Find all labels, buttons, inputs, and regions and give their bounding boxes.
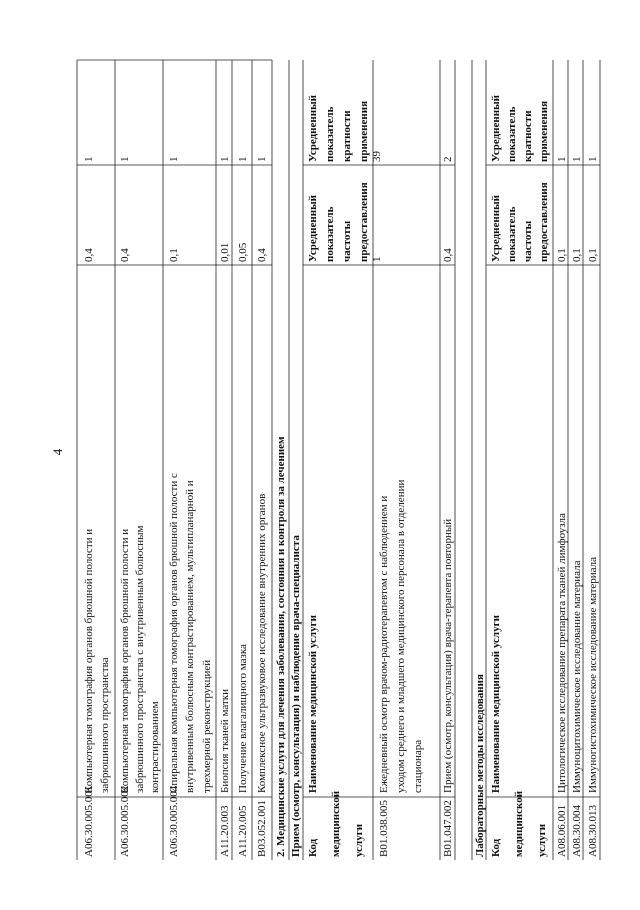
header-code: медицинской — [330, 790, 342, 857]
header-code: услуги — [536, 823, 548, 857]
table-row — [83, 157, 111, 858]
header-name: Наименование медицинской услуги — [490, 615, 502, 793]
header-multiplicity: кратности — [341, 110, 353, 162]
row-multiplicity: 39 — [371, 151, 383, 162]
row-frequency: 0,1 — [571, 248, 583, 262]
row-frequency: 0,01 — [219, 242, 231, 262]
header-multiplicity: Усредненный — [307, 94, 319, 162]
row-name-line: Иммуноцитохимическое исследование материала — [571, 560, 583, 793]
header-code: медицинской — [513, 790, 525, 857]
table-title: Прием (осмотр, консультация) и наблюдение врача-специалиста — [290, 535, 302, 857]
row-frequency: 0,4 — [83, 248, 95, 262]
header-multiplicity: показатель — [324, 106, 336, 162]
row-frequency: 0,1 — [556, 248, 568, 262]
row-name-line: Спиральная компьютерная томография органов брюшной полости с — [168, 473, 180, 793]
header-frequency: предоставления — [538, 182, 550, 262]
table-header — [490, 94, 550, 857]
row-code: A06.30.005.002 — [119, 785, 131, 857]
table-row — [237, 157, 249, 858]
table-consultations — [289, 60, 455, 860]
header-frequency: частоты — [522, 220, 534, 262]
table-row — [556, 157, 568, 858]
page-number: 4 — [50, 448, 65, 456]
row-name-line: Биопсия тканей матки — [219, 689, 231, 793]
row-name-line: Компьютерная томография органов брюшной полости и — [119, 528, 131, 793]
row-name-line: стационара — [412, 739, 424, 793]
row-code: B03.052.001 — [256, 800, 268, 857]
header-multiplicity: применения — [358, 100, 370, 162]
row-code: A11.20.003 — [219, 805, 231, 857]
header-code: Код — [490, 838, 502, 857]
table-header — [307, 94, 370, 857]
row-frequency: 0,05 — [237, 242, 249, 262]
row-multiplicity: 1 — [83, 156, 95, 162]
row-name-line: Цитологическое исследование препарата тканей лимфоузла — [556, 513, 568, 793]
row-multiplicity: 1 — [219, 156, 231, 162]
table-title: Лабораторные методы исследования — [474, 674, 486, 857]
row-name-line: Ежедневный осмотр врачом-радиотерапевтом с наблюдением и — [378, 495, 390, 793]
row-frequency: 0,4 — [119, 248, 131, 262]
header-frequency: Усредненный — [490, 194, 502, 262]
row-multiplicity: 1 — [256, 156, 268, 162]
row-name-line: трехмерной реконструкцией — [201, 659, 213, 793]
header-frequency: показатель — [506, 206, 518, 262]
section-title: 2. Медицинские услуги для лечения заболевания, состояния и контроля за лечением — [275, 436, 287, 857]
row-code: A06.30.005.004 — [168, 785, 180, 857]
table-row — [168, 157, 213, 858]
row-code: A08.30.004 — [571, 805, 583, 857]
row-frequency: 1 — [371, 256, 383, 262]
row-name-line: Компьютерная томография органов брюшной полости и — [83, 528, 95, 793]
row-multiplicity: 1 — [237, 156, 249, 162]
header-frequency: показатель — [324, 206, 336, 262]
row-name-line: забрюшинного пространства с внутривенным болюсным — [134, 525, 146, 793]
row-name-line: Получение влагалищного мазка — [237, 644, 249, 793]
row-code: A11.20.005 — [237, 805, 249, 857]
table-row — [442, 157, 454, 858]
row-multiplicity: 1 — [168, 156, 180, 162]
header-multiplicity: кратности — [522, 110, 534, 162]
row-code: A08.30.013 — [587, 805, 599, 857]
table-lab-methods — [472, 60, 600, 860]
table-row — [219, 157, 231, 858]
header-frequency: Усредненный — [307, 194, 319, 262]
row-code: A08.06.001 — [556, 805, 568, 857]
header-frequency: предоставления — [358, 182, 370, 262]
row-name-line: Иммуногистохимическое исследование материала — [587, 556, 599, 793]
row-frequency: 0,1 — [587, 248, 599, 262]
table-row — [587, 157, 599, 858]
header-code: Код — [307, 838, 319, 857]
row-frequency: 0,4 — [442, 248, 454, 262]
row-code: B01.038.005 — [378, 800, 390, 857]
row-frequency: 0,4 — [256, 248, 268, 262]
table-row — [571, 157, 583, 858]
header-multiplicity: Усредненный — [490, 94, 502, 162]
header-code: услуги — [353, 823, 365, 857]
row-code: B01.047.002 — [442, 800, 454, 857]
row-multiplicity: 1 — [556, 156, 568, 162]
header-multiplicity: показатель — [506, 106, 518, 162]
row-multiplicity: 1 — [571, 156, 583, 162]
row-name-line: контрастированием — [149, 701, 161, 793]
table-row — [256, 157, 268, 858]
header-frequency: частоты — [341, 220, 353, 262]
table-row — [119, 157, 161, 858]
row-name-line: уходом среднего и младшего медицинского персонала в отделении — [395, 479, 407, 793]
header-name: Наименование медицинской услуги — [307, 615, 319, 793]
row-multiplicity: 1 — [119, 156, 131, 162]
row-frequency: 0,1 — [168, 248, 180, 262]
row-multiplicity: 1 — [587, 156, 599, 162]
table-continuation — [77, 60, 272, 860]
header-multiplicity: применения — [538, 100, 550, 162]
row-name-line: забрюшинного пространства — [99, 657, 111, 793]
row-name-line: Прием (осмотр, консультация) врача-терапевта повторный — [442, 518, 454, 793]
row-code: A06.30.005.001 — [83, 785, 95, 857]
row-name-line: внутривенным болюсным контрастированием, мультипланарной и — [184, 480, 196, 793]
table-row — [371, 151, 424, 858]
row-name-line: Комплексное ультразвуковое исследование внутренних органов — [256, 493, 268, 793]
row-multiplicity: 2 — [442, 156, 454, 162]
